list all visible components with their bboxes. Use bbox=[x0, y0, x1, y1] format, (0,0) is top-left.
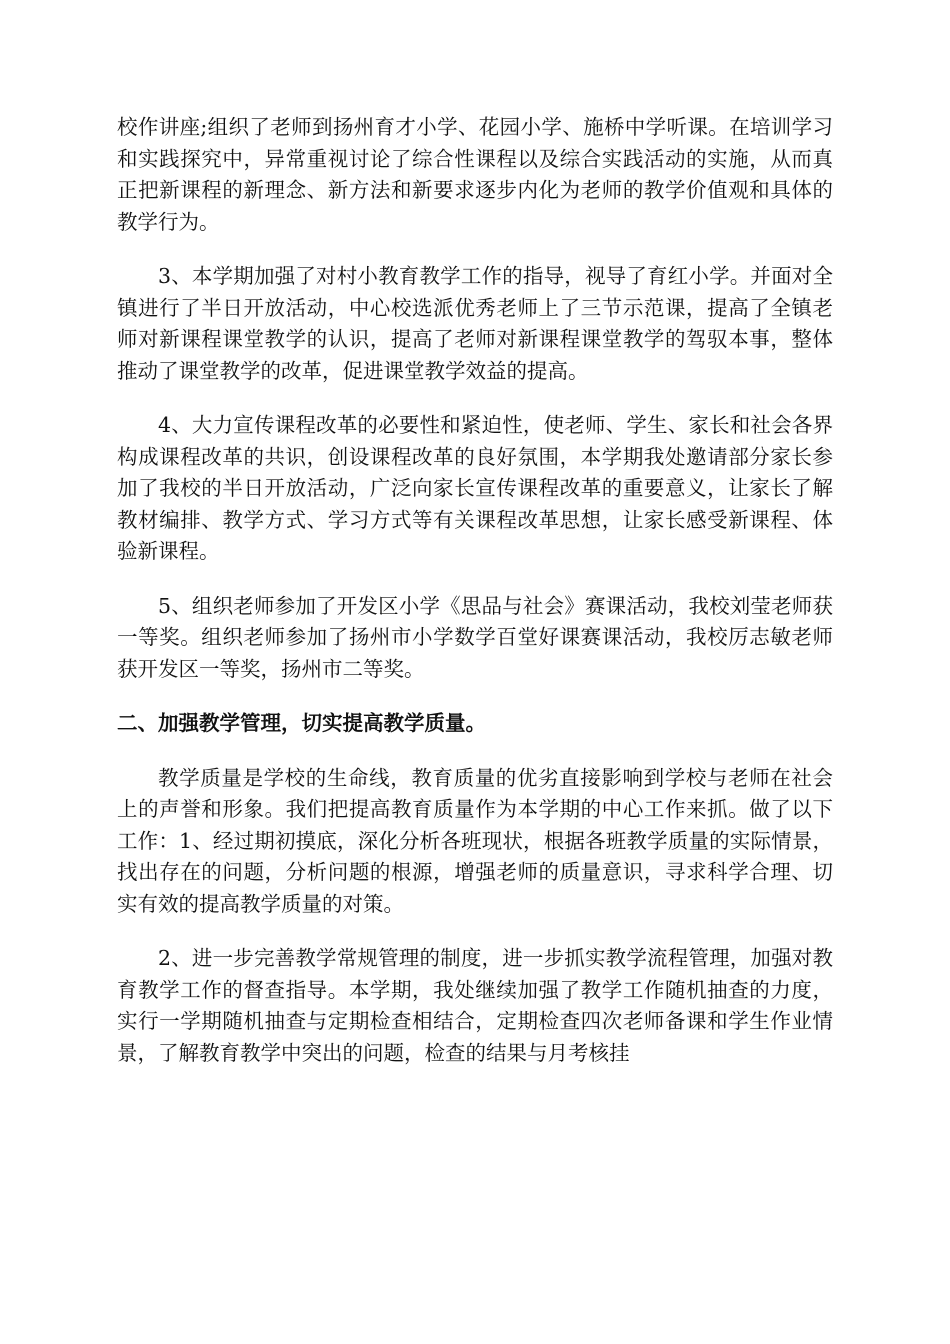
paragraph-continuation: 校作讲座;组织了老师到扬州育才小学、花园小学、施桥中学听课。在培训学习和实践探究中，异常重视讨论了综合性课程以及综合实践活动的实施，从而真正把新课程的新理念、新方法和新要求逐步内化为老师的教学价值观和具体的教学行为。 bbox=[117, 115, 833, 234]
paragraph-item-3: 3、本学期加强了对村小教育教学工作的指导，视导了育红小学。并面对全镇进行了半日开放活动，中心校选派优秀老师上了三节示范课，提高了全镇老师对新课程课堂教学的认识，提高了老师对新课程课堂教学的驾驭本事，整体推动了课堂教学的改革，促进课堂教学效益的提高。 bbox=[117, 264, 833, 383]
section-heading: 二、加强教学管理，切实提高教学质量。 bbox=[117, 711, 486, 735]
document-page bbox=[117, 112, 833, 1092]
paragraph-item-4: 4、大力宣传课程改革的必要性和紧迫性，使老师、学生、家长和社会各界构成课程改革的共识，创设课程改革的良好氛围，本学期我处邀请部分家长参加了我校的半日开放活动，广泛向家长宣传课程改革的重要意义，让家长了解教材编排、教学方式、学习方式等有关课程改革思想，让家长感受新课程、体验新课程。 bbox=[117, 413, 833, 563]
paragraph-item-5: 5、组织老师参加了开发区小学《思品与社会》赛课活动，我校刘莹老师获一等奖。组织老师参加了扬州市小学数学百堂好课赛课活动，我校厉志敏老师获开发区一等奖，扬州市二等奖。 bbox=[117, 593, 833, 681]
paragraph-routine-management: 2、进一步完善教学常规管理的制度，进一步抓实教学流程管理，加强对教育教学工作的督查指导。本学期，我处继续加强了教学工作随机抽查的力度，实行一学期随机抽查与定期检查相结合，定期检查四次老师备课和学生作业情景，了解教育教学中突出的问题，检查的结果与月考核挂 bbox=[117, 946, 833, 1065]
paragraph-quality-intro: 教学质量是学校的生命线，教育质量的优劣直接影响到学校与老师在社会上的声誉和形象。我们把提高教育质量作为本学期的中心工作来抓。做了以下工作：1、经过期初摸底，深化分析各班现状，根据各班教学质量的实际情景，找出存在的问题，分析问题的根源，增强老师的质量意识，寻求科学合理、切实有效的提高教学质量的对策。 bbox=[117, 765, 833, 916]
